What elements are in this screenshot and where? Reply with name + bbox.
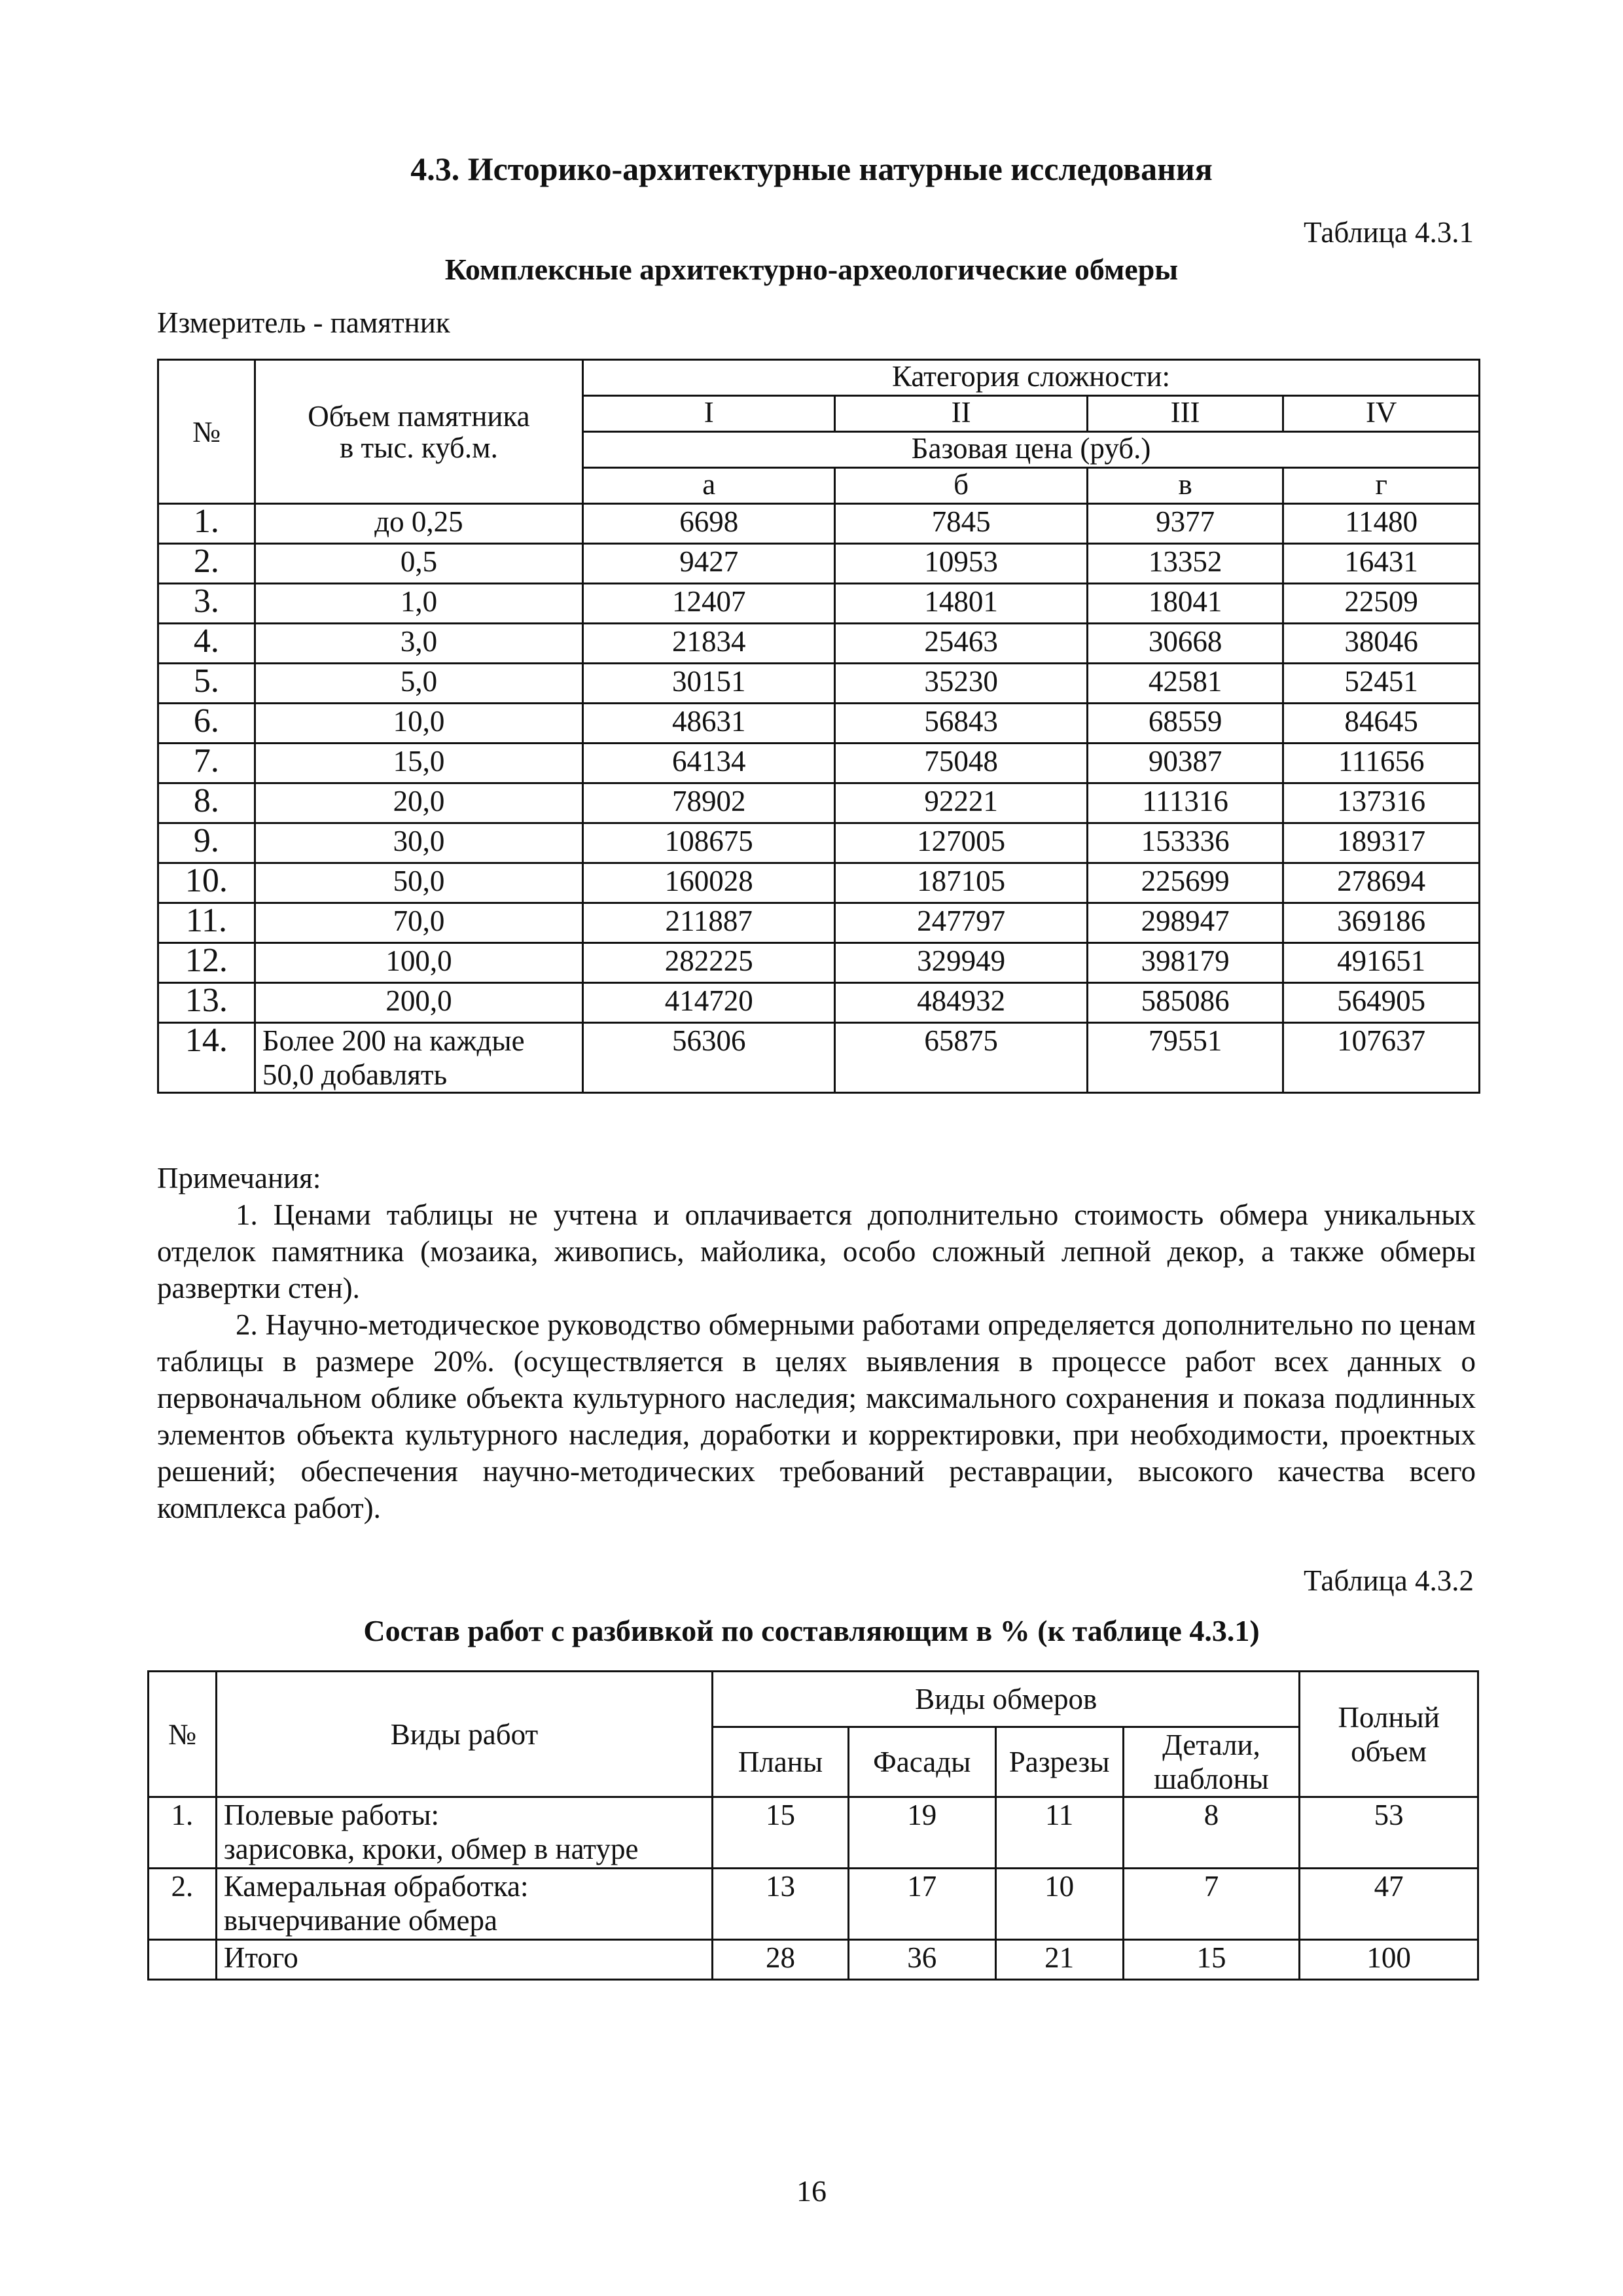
row-value-a: 30151	[583, 664, 835, 704]
row-value-facades: 17	[848, 1869, 995, 1940]
table-row	[158, 903, 1480, 943]
row-value-g: 369186	[1283, 903, 1480, 943]
row-no: 5.	[158, 664, 255, 704]
table-row	[158, 823, 1480, 863]
row-value-b: 75048	[835, 744, 1087, 783]
row-value-a: 160028	[583, 863, 835, 903]
row-value-g: 189317	[1283, 823, 1480, 863]
row-value-g: 52451	[1283, 664, 1480, 704]
row-value-sections: 11	[995, 1797, 1123, 1869]
row-value-g: 84645	[1283, 704, 1480, 744]
row-value-b: 127005	[835, 823, 1087, 863]
row-value-plans: 15	[713, 1797, 849, 1869]
row-volume: до 0,25	[255, 504, 582, 544]
row-volume: 1,0	[255, 584, 582, 624]
row-volume: 20,0	[255, 783, 582, 823]
row-no: 11.	[158, 903, 255, 943]
row-volume: 50,0	[255, 863, 582, 903]
row-no: 2.	[149, 1869, 217, 1940]
table-row	[158, 544, 1480, 584]
table-row	[158, 504, 1480, 544]
row-value-a: 56306	[583, 1023, 835, 1093]
table-title-4-3-2: Состав работ с разбивкой по составляющим в % (к таблице 4.3.1)	[363, 1614, 1260, 1647]
header-facades: Фасады	[848, 1727, 995, 1797]
row-value-g: 137316	[1283, 783, 1480, 823]
row-value-g: 111656	[1283, 744, 1480, 783]
row-value-v: 585086	[1087, 983, 1283, 1023]
row-volume: 10,0	[255, 704, 582, 744]
total-value-full: 100	[1300, 1940, 1478, 1980]
table-row	[158, 983, 1480, 1023]
table-row	[158, 863, 1480, 903]
row-no: 1.	[149, 1797, 217, 1869]
row-value-v: 18041	[1087, 584, 1283, 624]
header-plans: Планы	[713, 1727, 849, 1797]
row-no: 12.	[158, 943, 255, 983]
row-volume: 30,0	[255, 823, 582, 863]
row-no: 10.	[158, 863, 255, 903]
table-row	[158, 943, 1480, 983]
row-no: 9.	[158, 823, 255, 863]
row-value-a: 21834	[583, 624, 835, 664]
header-volume-line1: Объем памятника	[308, 399, 530, 433]
header-letter-v: в	[1087, 468, 1283, 504]
row-volume-line1: Более 200 на каждые	[262, 1024, 525, 1057]
table-title-4-3-1: Комплексные архитектурно-археологические обмеры	[444, 253, 1179, 286]
row-value-g: 278694	[1283, 863, 1480, 903]
row-value-b: 65875	[835, 1023, 1087, 1093]
total-value-plans: 28	[713, 1940, 849, 1980]
row-volume: 15,0	[255, 744, 582, 783]
row-work-type	[216, 1797, 712, 1869]
total-value-facades: 36	[848, 1940, 995, 1980]
row-value-g: 38046	[1283, 624, 1480, 664]
header-details	[1123, 1727, 1300, 1797]
row-value-b: 25463	[835, 624, 1087, 664]
table-row	[149, 1797, 1478, 1869]
notes	[157, 1160, 1476, 1526]
row-volume	[255, 1023, 582, 1093]
row-volume: 200,0	[255, 983, 582, 1023]
row-work-type-line2: зарисовка, кроки, обмер в натуре	[223, 1833, 639, 1865]
header-work-types: Виды работ	[216, 1672, 712, 1797]
row-value-v: 90387	[1087, 744, 1283, 783]
section-title: 4.3. Историко-архитектурные натурные исследования	[410, 151, 1213, 187]
row-value-full: 47	[1300, 1869, 1478, 1940]
row-value-g: 107637	[1283, 1023, 1480, 1093]
row-value-a: 282225	[583, 943, 835, 983]
row-value-b: 329949	[835, 943, 1087, 983]
table-row	[158, 783, 1480, 823]
table-meter: Измеритель - памятник	[157, 306, 450, 339]
row-volume: 100,0	[255, 943, 582, 983]
header-letter-b: б	[835, 468, 1087, 504]
row-value-details: 7	[1123, 1869, 1300, 1940]
row-value-v: 225699	[1087, 863, 1283, 903]
header-total	[1300, 1672, 1478, 1797]
row-value-a: 6698	[583, 504, 835, 544]
row-no: 3.	[158, 584, 255, 624]
row-value-b: 14801	[835, 584, 1087, 624]
row-no: 7.	[158, 744, 255, 783]
row-value-b: 484932	[835, 983, 1087, 1023]
page-number: 16	[796, 2174, 827, 2208]
row-value-a: 12407	[583, 584, 835, 624]
row-value-v: 68559	[1087, 704, 1283, 744]
table-row	[149, 1869, 1478, 1940]
header-no: №	[158, 360, 255, 504]
header-total-line2: объем	[1351, 1734, 1427, 1768]
row-work-type-line2: вычерчивание обмера	[223, 1904, 497, 1937]
total-value-sections: 21	[995, 1940, 1123, 1980]
row-value-a: 414720	[583, 983, 835, 1023]
row-no: 13.	[158, 983, 255, 1023]
total-row-label: Итого	[216, 1940, 712, 1980]
row-work-type-line1: Камеральная обработка:	[223, 1870, 529, 1903]
row-value-a: 64134	[583, 744, 835, 783]
table-4-3-2	[147, 1670, 1479, 1981]
header-letter-a: а	[583, 468, 835, 504]
row-volume: 0,5	[255, 544, 582, 584]
row-value-plans: 13	[713, 1869, 849, 1940]
header-category-1: I	[583, 396, 835, 432]
row-value-v: 111316	[1087, 783, 1283, 823]
row-value-facades: 19	[848, 1797, 995, 1869]
header-total-line1: Полный	[1338, 1700, 1440, 1734]
header-details-line2: шаблоны	[1154, 1763, 1269, 1795]
header-letter-g: г	[1283, 468, 1480, 504]
header-volume	[255, 360, 582, 504]
header-measure-types: Виды обмеров	[713, 1672, 1300, 1727]
row-value-a: 78902	[583, 783, 835, 823]
row-value-v: 42581	[1087, 664, 1283, 704]
table-row	[158, 584, 1480, 624]
row-value-sections: 10	[995, 1869, 1123, 1940]
header-details-line1: Детали,	[1162, 1729, 1260, 1761]
header-category-3: III	[1087, 396, 1283, 432]
row-value-a: 48631	[583, 704, 835, 744]
header-category-2: II	[835, 396, 1087, 432]
row-value-v: 13352	[1087, 544, 1283, 584]
header-category: Категория сложности:	[583, 360, 1480, 396]
row-work-type-line1: Полевые работы:	[223, 1799, 440, 1831]
note-item-1: 1. Ценами таблицы не учтена и оплачивается дополнительно стоимость обмера уникальных отделок памятника (мозаика, живопись, майолика, особо сложный лепной декор, а также обмеры развертки стен).	[157, 1198, 1476, 1304]
row-volume: 3,0	[255, 624, 582, 664]
row-value-b: 187105	[835, 863, 1087, 903]
row-value-details: 8	[1123, 1797, 1300, 1869]
row-value-a: 211887	[583, 903, 835, 943]
header-sections: Разрезы	[995, 1727, 1123, 1797]
table-4-3-1	[157, 359, 1480, 1094]
total-row-no	[149, 1940, 217, 1980]
row-value-g: 22509	[1283, 584, 1480, 624]
table-label-4-3-1: Таблица 4.3.1	[1304, 216, 1474, 249]
header-volume-line2: в тыс. куб.м.	[340, 431, 498, 464]
row-value-v: 30668	[1087, 624, 1283, 664]
table-row	[158, 744, 1480, 783]
row-no: 4.	[158, 624, 255, 664]
row-no: 1.	[158, 504, 255, 544]
table-row	[158, 704, 1480, 744]
row-no: 8.	[158, 783, 255, 823]
table-row	[158, 624, 1480, 664]
row-volume: 70,0	[255, 903, 582, 943]
row-value-v: 298947	[1087, 903, 1283, 943]
total-value-details: 15	[1123, 1940, 1300, 1980]
table-label-4-3-2: Таблица 4.3.2	[1304, 1564, 1474, 1597]
row-value-v: 398179	[1087, 943, 1283, 983]
row-value-a: 108675	[583, 823, 835, 863]
row-value-b: 10953	[835, 544, 1087, 584]
row-value-g: 16431	[1283, 544, 1480, 584]
row-no: 14.	[158, 1023, 255, 1093]
header-base-price: Базовая цена (руб.)	[583, 432, 1480, 468]
header-no: №	[149, 1672, 217, 1797]
row-value-g: 564905	[1283, 983, 1480, 1023]
row-volume: 5,0	[255, 664, 582, 704]
row-no: 2.	[158, 544, 255, 584]
notes-heading: Примечания:	[157, 1162, 321, 1194]
note-item-2: 2. Научно-методическое руководство обмерными работами определяется дополнительно по ценам таблицы в размере 20%. (осуществляется в целях выявления в процессе работ всех данных о первоначальном облике объекта культурного наследия; максимального сохранения и показа подлинных элементов объекта культурного наследия, доработки и корректировки, при необходимости, проектных решений; обеспечения научно-методических требований реставрации, высокого качества всего комплекса работ).	[157, 1308, 1476, 1524]
row-no: 6.	[158, 704, 255, 744]
row-value-g: 491651	[1283, 943, 1480, 983]
table-row	[158, 664, 1480, 704]
row-value-g: 11480	[1283, 504, 1480, 544]
header-category-4: IV	[1283, 396, 1480, 432]
row-value-a: 9427	[583, 544, 835, 584]
row-value-v: 79551	[1087, 1023, 1283, 1093]
row-value-b: 7845	[835, 504, 1087, 544]
row-work-type	[216, 1869, 712, 1940]
row-value-v: 153336	[1087, 823, 1283, 863]
row-value-b: 92221	[835, 783, 1087, 823]
row-value-full: 53	[1300, 1797, 1478, 1869]
row-value-b: 247797	[835, 903, 1087, 943]
row-value-v: 9377	[1087, 504, 1283, 544]
row-value-b: 35230	[835, 664, 1087, 704]
row-volume-line2: 50,0 добавлять	[262, 1058, 448, 1091]
row-value-b: 56843	[835, 704, 1087, 744]
